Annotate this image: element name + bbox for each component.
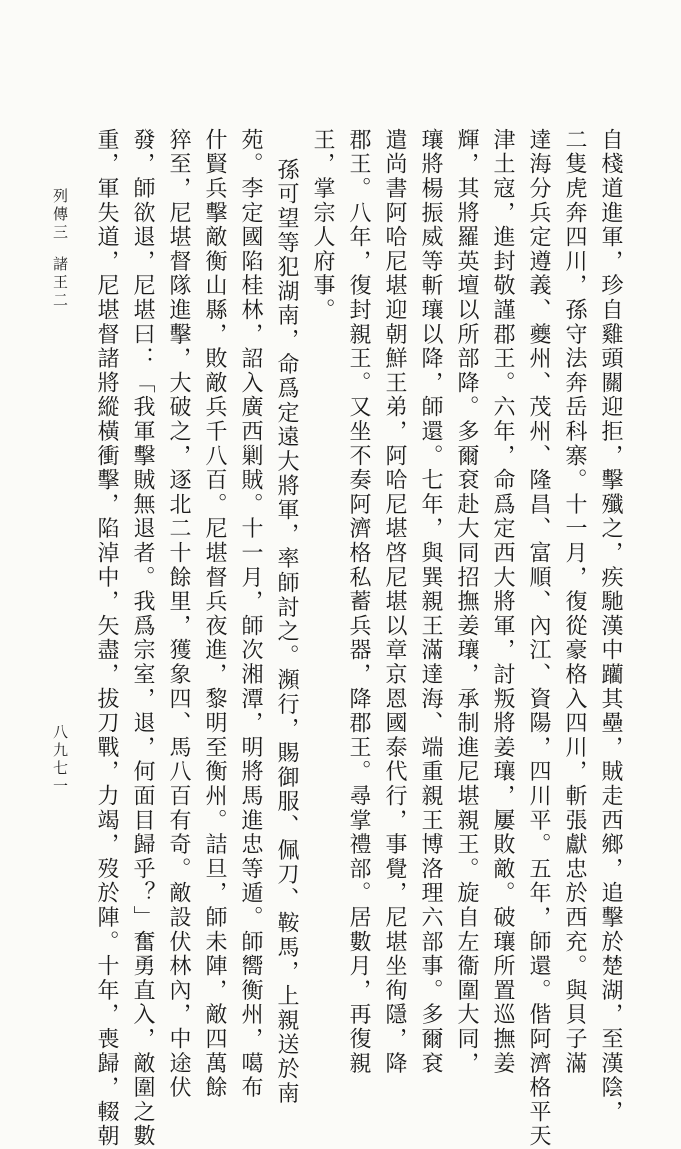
text-column-5: 輝，其將羅英壇以所部降。多爾袞赴大同招撫姜瓖，承制進尼堪親王。旋自左衞圍大同， [454, 128, 479, 1076]
running-head-section: 諸王二 [51, 256, 69, 310]
running-head-chapter: 列傳三 [51, 188, 69, 242]
text-column-13: 猝至，尼堪督隊進擊，大破之，逐北二十餘里，獲象四、馬八百有奇。敵設伏林內，中途伏 [166, 128, 191, 1100]
text-column-1: 自棧道進軍，珍自雞頭關迎拒，擊殲之，疾馳漢中躪其壘，賊走西鄉，追擊於楚湖，至漢陰， [598, 128, 623, 1125]
text-column-8: 郡王。八年，復封親王。又坐不奏阿濟格私蓄兵器，降郡王。尋掌禮部。居數月，再復親 [346, 128, 371, 1076]
text-column-12: 什賢兵擊敵衡山縣，敗敵兵千八百。尼堪督兵夜進，黎明至衡州。詰旦，師未陣，敵四萬餘 [202, 128, 227, 1100]
text-column-3: 達海分兵定遵義、夔州、茂州、隆昌、富順、內江、資陽，四川平。五年，師還。偕阿濟格平天 [526, 128, 551, 1149]
text-column-2: 二隻虎奔四川，孫守法奔岳科寨。十一月，復從豪格入四川，斬張獻忠於西充。與貝子滿 [562, 128, 587, 1076]
text-column-7: 遣尚書阿哈尼堪迎朝鮮王弟，阿哈尼堪啓尼堪以章京恩國泰代行，事覺，尼堪坐徇隱，降 [382, 128, 407, 1076]
page-number: 八九七一 [51, 724, 69, 796]
text-column-9: 王，掌宗人府事。 [310, 128, 335, 323]
text-column-4: 津土寇，進封敬謹郡王。六年，命爲定西大將軍，討叛將姜瓖，屢敗敵。破瓖所置巡撫姜 [490, 128, 515, 1076]
text-column-14: 發，師欲退，尼堪曰：「我軍擊賊無退者。我爲宗室，退，何面目歸乎？」奮勇直入，敵圍之數 [130, 128, 155, 1149]
text-column-10: 孫可望等犯湖南，命爲定遠大將軍，率師討之。瀕行，賜御服、佩刀、鞍馬，上親送於南 [274, 158, 299, 1106]
text-column-15: 重，軍失道，尼堪督諸將縱橫衝擊，陷淖中，矢盡，拔刀戰，力竭，歿於陣。十年，喪歸，輟朝 [94, 128, 119, 1149]
text-column-11: 苑。李定國陷桂林，詔入廣西剿賊。十一月，師次湘潭，明將馬進忠等遁。師嚮衡州，噶布 [238, 128, 263, 1100]
text-column-6: 瓖將楊振威等斬瓖以降，師還。七年，與巽親王滿達海、端重親王博洛理六部事。多爾袞 [418, 128, 443, 1076]
